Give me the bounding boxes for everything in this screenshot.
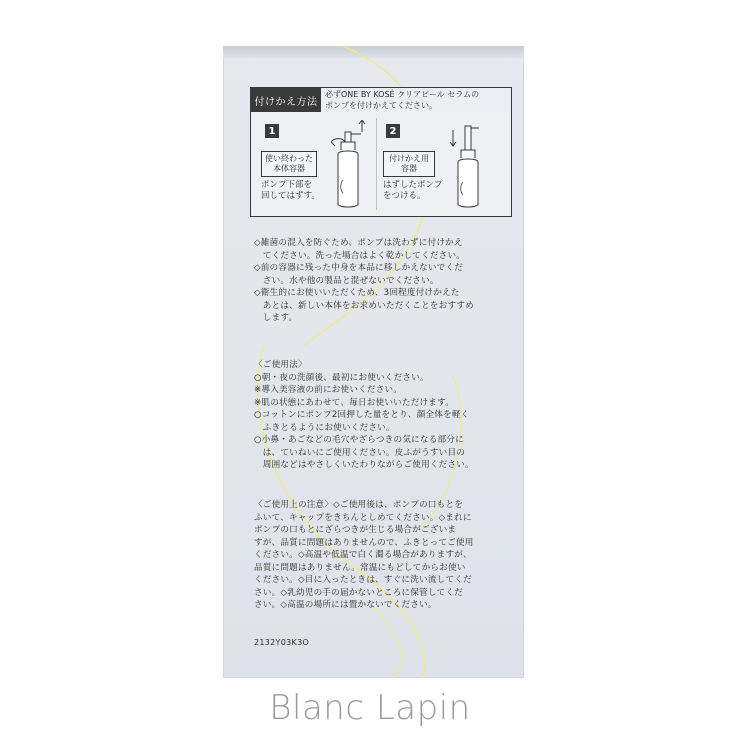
caution-line: さい。◇高温の場所には置かないでください。 — [254, 600, 437, 610]
step-2-caption-line-2: をつける。 — [383, 191, 426, 201]
caution-line: ふいて、キャップをきちんとしめてください。◇まれに — [254, 512, 472, 523]
caution-line: 品質に問題はありません。常温にもどしてからお使い — [254, 562, 466, 573]
watermark-text: Blanc Lapin — [269, 688, 471, 728]
step-2-label-line-1: 付けかえ用 — [389, 154, 429, 163]
step-1-bottle-icon — [329, 120, 369, 210]
step-2-caption-line-1: はずしたポンプ — [383, 180, 443, 190]
note-line: あとは、新しい本体をお求めいただくことをおすすめ — [254, 300, 474, 311]
step-divider — [376, 118, 377, 210]
note-line: ◇雑菌の混入を防ぐため、ポンプは洗わずに付けかえ — [254, 238, 463, 248]
usage-line: は、ていねいにご使用ください。皮ふがうすい目の — [254, 447, 466, 458]
step-2-label — [383, 151, 435, 177]
note-line: します。 — [254, 313, 298, 323]
lot-code: 2132Y03K3O — [254, 638, 310, 647]
box-top-flap — [223, 46, 524, 58]
usage-line: ※導入美容液の前にお使いください。 — [254, 385, 403, 395]
step-1-caption-line-1: ポンプ下部を — [261, 180, 313, 190]
replacement-notes — [254, 237, 500, 325]
step-2-bottle-icon — [449, 118, 489, 210]
usage-line: ○朝・夜の洗顔後、最初にお使いください。 — [254, 372, 429, 383]
step-1-caption — [261, 180, 320, 202]
step-1-label — [261, 151, 317, 177]
step-1-label-line-2: 本体容器 — [273, 164, 305, 173]
steps-panel — [250, 112, 512, 217]
usage-line: 周囲などはやさしくいたわりながらご使用ください。 — [254, 460, 474, 470]
usage-line: ふきとるようにお使いください。 — [254, 422, 395, 433]
step-2-number: 2 — [386, 124, 400, 138]
usage-line: ○コットンにポンプ2回押した量をとり、顔全体を軽く — [254, 410, 470, 420]
replacement-instruction — [321, 88, 483, 112]
caution-line: ください。◇目に入ったときは、すぐに洗い流してくだ — [254, 575, 472, 585]
caution-line: 〈ご使用上の注意〉◇ご使用後は、ポンプの口もとを — [254, 500, 464, 510]
replacement-method-tag: 付けかえ方法 — [251, 88, 321, 112]
step-1-caption-line-2: 回してはずす。 — [261, 191, 320, 201]
caution-line: すが、品質に問題はありませんので、ふきとってご使用 — [254, 537, 474, 548]
note-line: ◇衛生的にお使いいただくため、3回程度付けかえた — [254, 288, 460, 298]
step-1-number: 1 — [265, 124, 279, 138]
usage-section — [254, 359, 500, 472]
instruction-line-1: 必ずONE BY KOSÉ クリアピール セラムの — [325, 90, 480, 99]
step-2-label-line-2: 容器 — [401, 164, 417, 173]
caution-line: ください。◇高温や低温で白く濁る場合がありますが、 — [254, 550, 472, 560]
caution-line: さい。◇乳幼児の手の届かないところに保管してくだ — [254, 587, 464, 598]
instruction-line-2: ポンプを付けかえてください。 — [325, 101, 437, 110]
usage-line: ※肌の状態にあわせて、毎日お使いいただけます。 — [254, 397, 455, 408]
replacement-header — [250, 87, 512, 113]
step-2-caption — [383, 180, 443, 202]
step-1-label-line-1: 使い終わった — [265, 154, 313, 163]
usage-heading: 〈ご使用法〉 — [254, 360, 307, 370]
note-line: てください。洗った場合はよく乾かしてください。 — [254, 250, 466, 261]
cautions-section — [254, 499, 500, 612]
note-line: ◇前の容器に残った中身を本品に移しかえないでくだ — [254, 263, 464, 273]
caution-line: ポンプの口もとにざらつきが生じる場合がございま — [254, 525, 457, 535]
note-line: さい。水や他の製品と混ぜないでください。 — [254, 275, 439, 286]
usage-line: ○小鼻・あごなどの毛穴やざらつきの気になる部分に — [254, 435, 464, 445]
